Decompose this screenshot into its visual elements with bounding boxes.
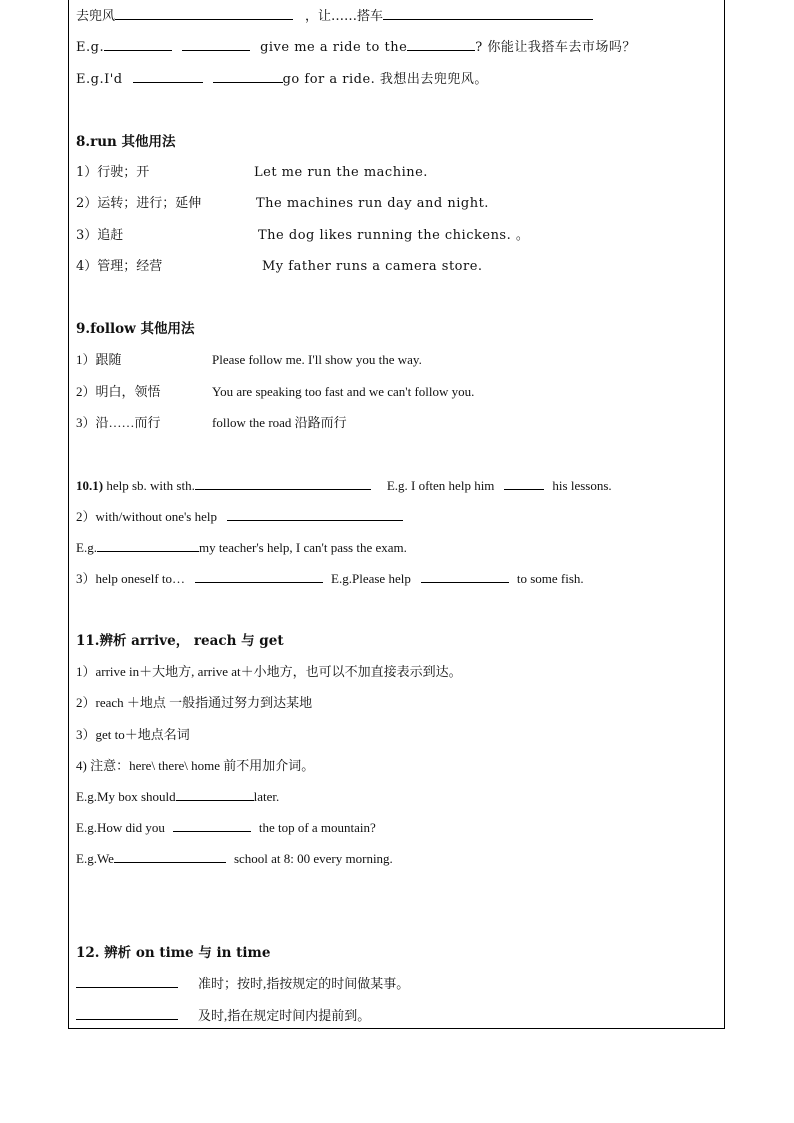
ride-example-1: E.g. give me a ride to the ? 你能让我搭车去市场吗？ [76,40,636,55]
section-11-heading: 11.辨析 arrive， reach 与 get [76,633,284,649]
answer-blank[interactable] [176,788,254,801]
arrive-example-2: E.g.How did you the top of a mountain? [76,820,376,835]
phrase-cn: 去兜风 [76,9,116,24]
section-9-heading: 9.follow 其他用法 [76,321,195,337]
ride-example-2: E.g.I'd go for a ride. 我想出去兜兜风。 [76,72,488,87]
ride-phrase-line [76,7,593,26]
follow-item-2: 2）明白，领悟 You are speaking too fast and we can't follow you. [76,384,475,399]
help-line-2: 2）with/without one's help [76,508,403,526]
arrive-item-4: 4) 注意：here\ there\ home 前不用加介词。 [76,758,315,773]
answer-blank[interactable] [115,7,293,20]
answer-blank[interactable] [195,570,323,583]
answer-blank[interactable] [97,539,199,552]
time-item-2: 及时,指在规定时间内提前到。 [76,1007,370,1025]
help-line-3: E.g. my teacher's help, I can't pass the exam. [76,540,407,555]
arrive-item-2: 2）reach ＋地点 一般指通过努力到达某地 [76,695,313,710]
answer-blank[interactable] [182,38,250,51]
run-item-3: 3）追赶 The dog likes running the chickens. 。 [76,228,530,243]
answer-blank[interactable] [173,819,251,832]
answer-blank[interactable] [104,38,172,51]
answer-blank[interactable] [213,70,283,83]
phrase-cn: ，让……搭车 [305,9,384,24]
answer-blank[interactable] [114,850,226,863]
time-item-1: 准时；按时,指按规定的时间做某事。 [76,975,409,993]
follow-item-3: 3）沿……而行 follow the road 沿路而行 [76,415,347,430]
help-line-1: 10.1) help sb. with sth. E.g. I often help him his lessons. [76,478,612,493]
answer-blank[interactable] [421,570,509,583]
answer-blank[interactable] [504,477,544,490]
run-item-4: 4）管理；经营 My father runs a camera store. [76,259,483,274]
arrive-example-3: E.g.We school at 8: 00 every morning. [76,851,393,866]
section-12-heading: 12. 辨析 on time 与 in time [76,945,271,961]
answer-blank[interactable] [76,1007,178,1020]
arrive-example-1: E.g.My box should later. [76,789,280,804]
section-8-heading: 8.run 其他用法 [76,134,176,150]
answer-blank[interactable] [383,7,593,20]
arrive-item-1: 1）arrive in＋大地方, arrive at＋小地方，也可以不加直接表示到达。 [76,664,462,679]
answer-blank[interactable] [407,38,475,51]
answer-blank[interactable] [133,70,203,83]
follow-item-1: 1）跟随 Please follow me. I'll show you the way. [76,352,422,367]
arrive-item-3: 3）get to＋地点名词 [76,727,190,742]
answer-blank[interactable] [227,508,403,521]
run-item-1: 1）行驶；开 Let me run the machine. [76,165,428,180]
run-item-2: 2）运转；进行；延伸 The machines run day and night. [76,196,489,211]
help-line-4: 3）help oneself to… E.g.Please help to some fish. [76,571,584,586]
answer-blank[interactable] [76,975,178,988]
answer-blank[interactable] [195,477,371,490]
